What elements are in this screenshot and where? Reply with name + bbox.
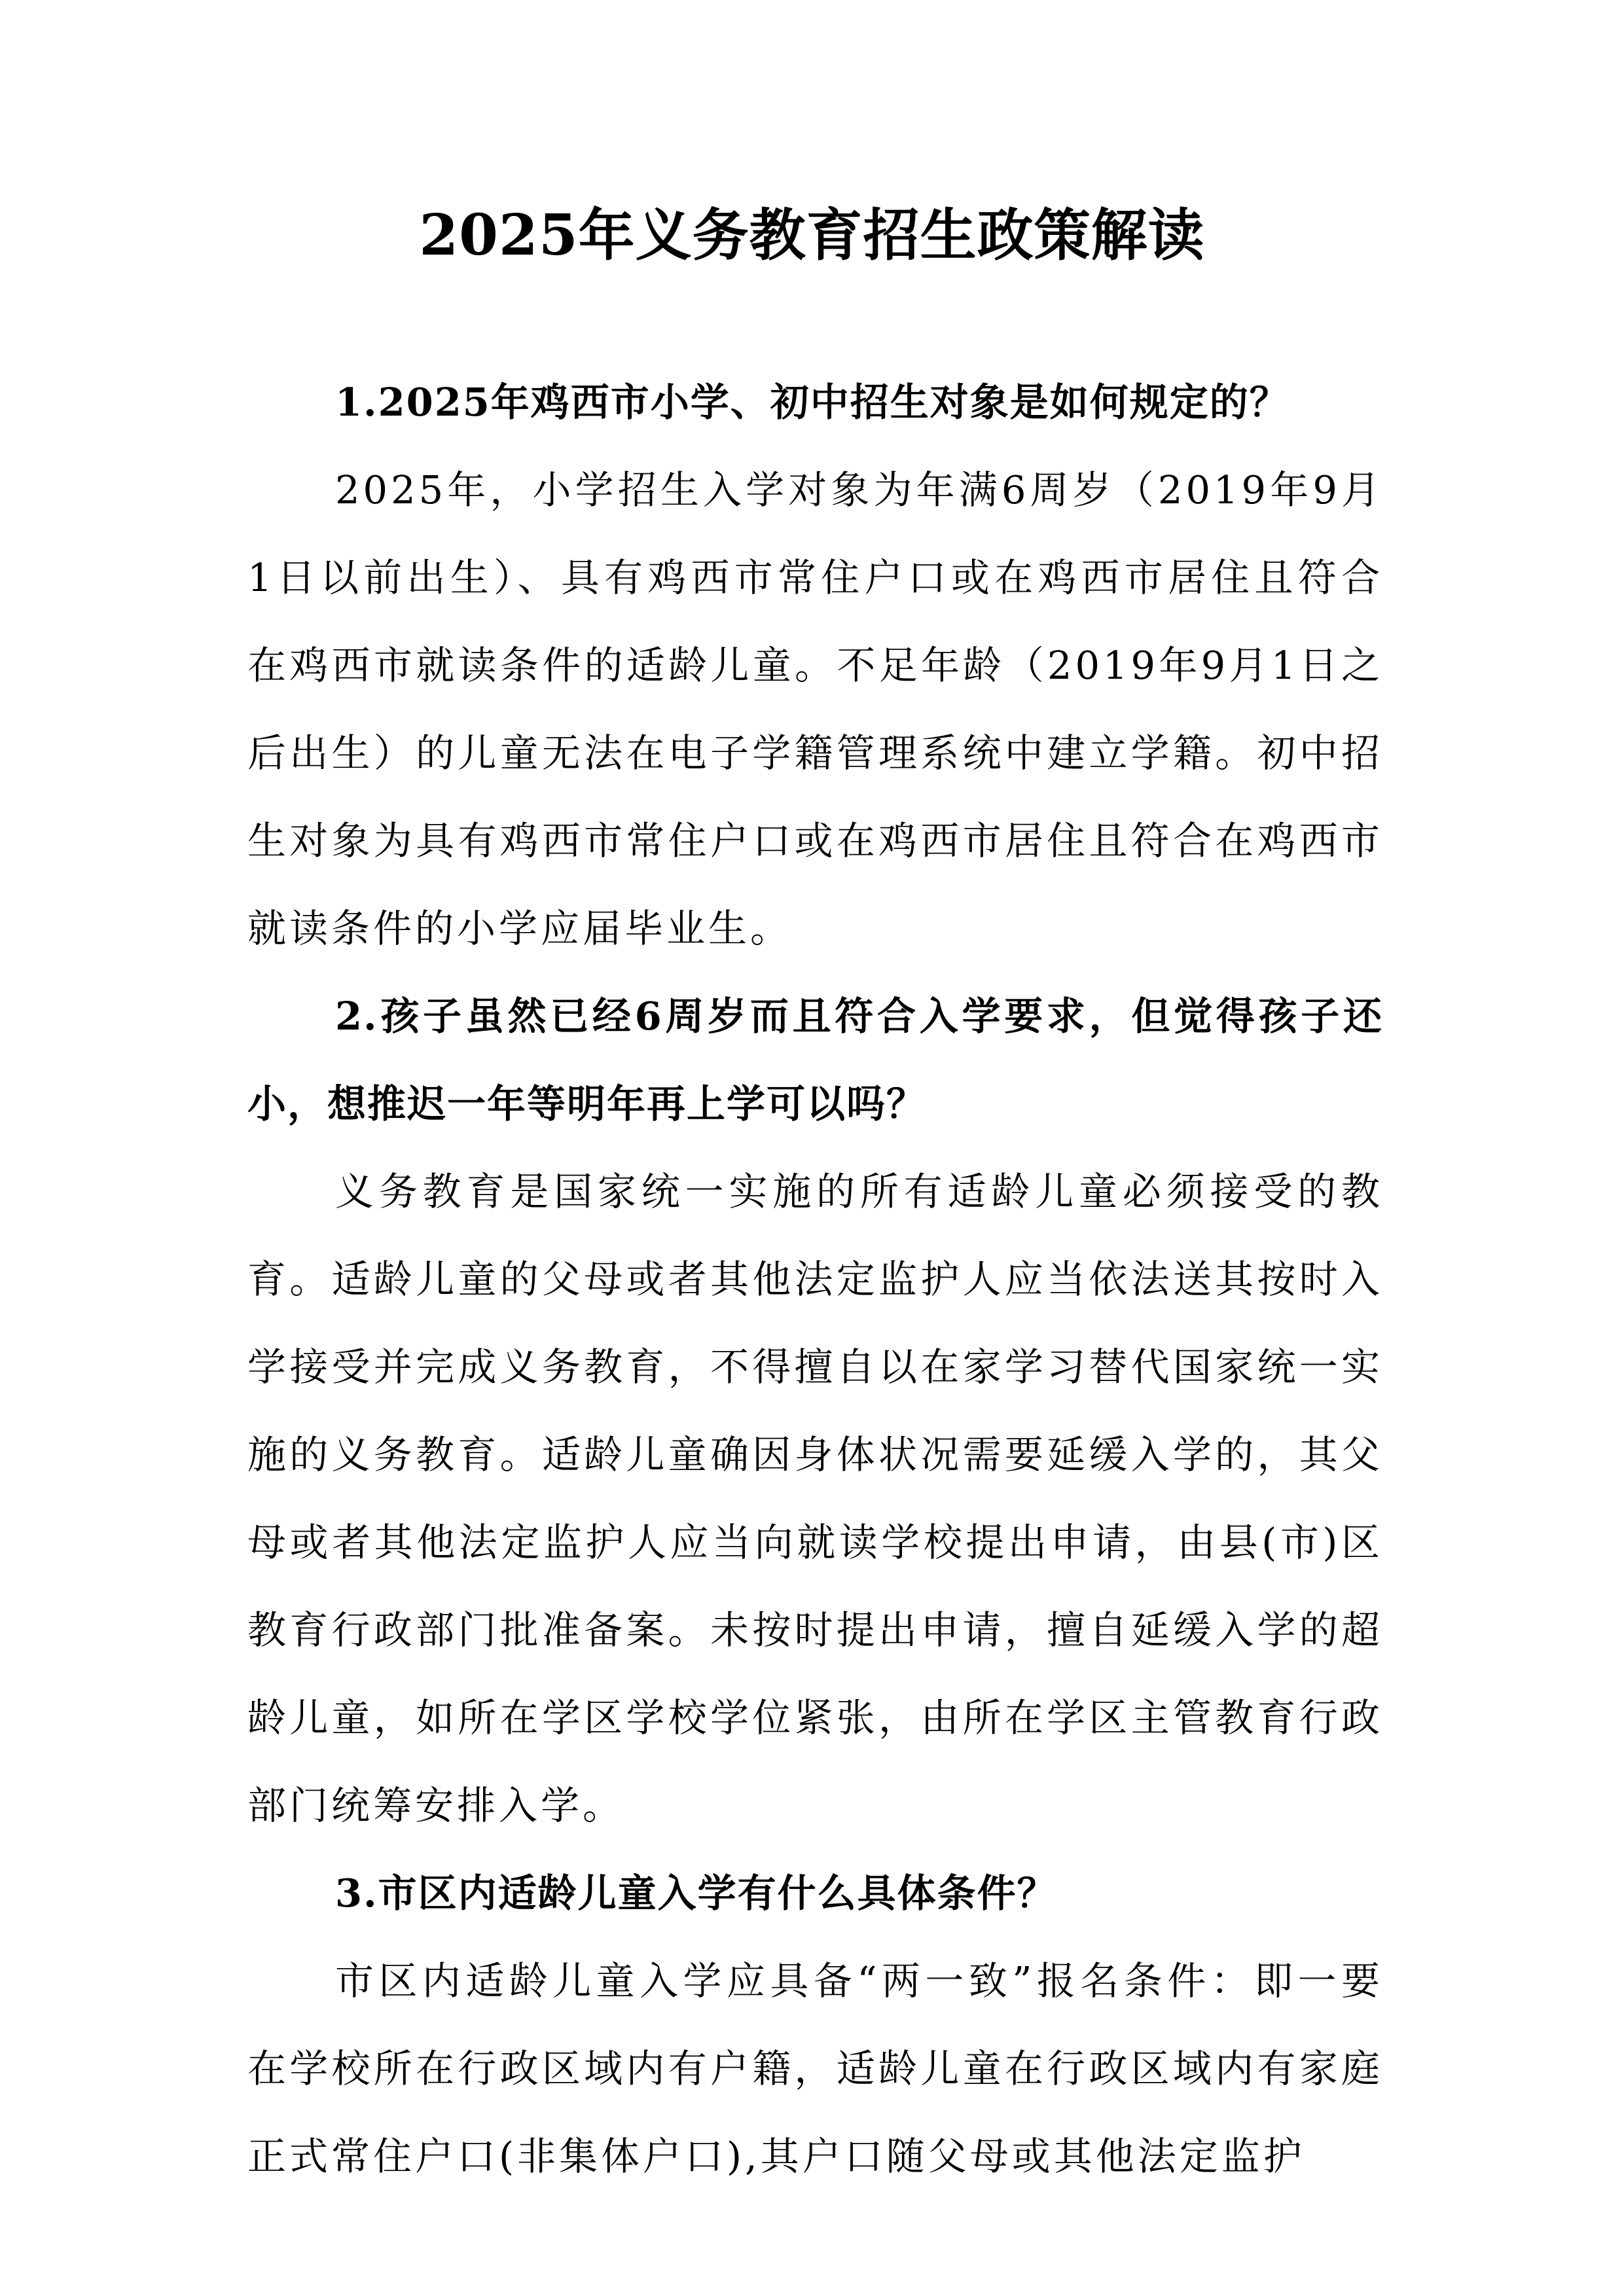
answer-paragraph-3: 市区内适龄儿童入学应具备“两一致”报名条件：即一要在学校所在行政区域内有户籍，适龄儿童在行政区域内有家庭正式常住户口(非集体户口),其户口随父母或其他法定监护 (247, 1958, 1383, 2179)
document-title: 2025年义务教育招生政策解读 (419, 202, 1205, 268)
answer-paragraph-2: 义务教育是国家统一实施的所有适龄儿童必须接受的教育。适龄儿童的父母或者其他法定监护人应当依法送其按时入学接受并完成义务教育，不得擅自以在家学习替代国家统一实施的义务教育。适龄儿童确因身体状况需要延缓入学的，其父母或者其他法定监护人应当向就读学校提出申请，由县(市)区教育行政部门批准备案。未按时提出申请，擅自延缓入学的超龄儿童，如所在学区学校学位紧张，由所在学区主管教育行政部门统筹安排入学。 (247, 1169, 1383, 1828)
answer-paragraph-1: 2025年，小学招生入学对象为年满6周岁（2019年9月1日以前出生）、具有鸡西市常住户口或在鸡西市居住且符合在鸡西市就读条件的适龄儿童。不足年龄（2019年9月1日之后出生）的儿童无法在电子学籍管理系统中建立学籍。初中招生对象为具有鸡西市常住户口或在鸡西市居住且符合在鸡西市就读条件的小学应届毕业生。 (247, 467, 1383, 951)
question-heading-3: 3.市区内适龄儿童入学有什么具体条件？ (335, 1871, 1057, 1916)
document-body (247, 359, 1383, 2200)
question-heading-2: 2.孩子虽然已经6周岁而且符合入学要求，但觉得孩子还小，想推迟一年等明年再上学可以吗？ (247, 994, 1383, 1126)
question-heading-1: 1.2025年鸡西市小学、初中招生对象是如何规定的？ (335, 380, 1290, 425)
